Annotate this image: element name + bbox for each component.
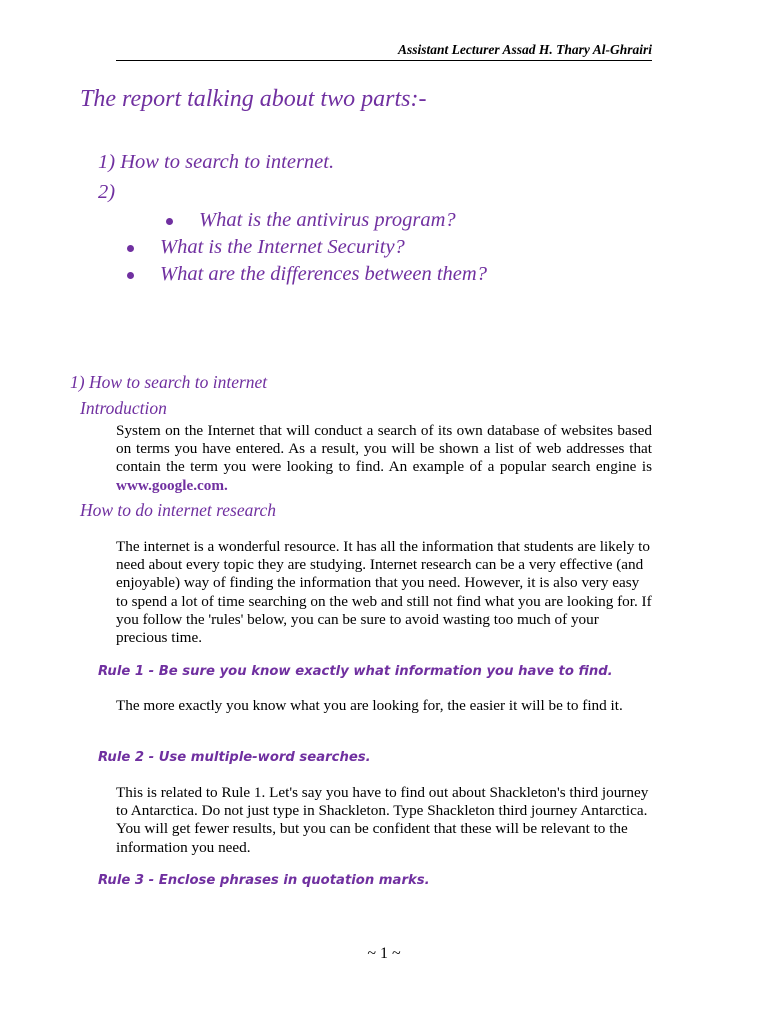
header-divider (116, 60, 652, 61)
rule-3-title: Rule 3 - Enclose phrases in quotation marks. (98, 873, 430, 888)
toc-bullet-item (166, 209, 456, 232)
toc-item-1: 1) How to search to internet. (98, 151, 335, 173)
toc-bullet-item (127, 236, 405, 259)
intro-paragraph (116, 422, 652, 495)
bullet-icon (127, 245, 134, 252)
rule-2-title: Rule 2 - Use multiple-word searches. (98, 750, 371, 765)
page-header: Assistant Lecturer Assad H. Thary Al-Ghrairi (397, 42, 652, 57)
page-number: ~ 1 ~ (367, 945, 401, 962)
subsection-heading-introduction: Introduction (80, 398, 167, 418)
rule-1-text: The more exactly you know what you are looking for, the easier it will be to find it. (116, 697, 623, 714)
google-link[interactable]: www.google.com. (116, 476, 228, 494)
research-paragraph: The internet is a wonderful resource. It has all the information that students are likely to need about every topic they are studying. Internet research can be a very effective (and enjoyable) way of finding the information that you need. However, it is also very easy to spend a lot of time searching on the web and still not find what you are looking for. If you follow the 'rules' below, you can be sure to avoid wasting too much of your precious time. (116, 538, 652, 647)
subsection-heading-research: How to do internet research (80, 500, 277, 520)
report-title: The report talking about two parts:- (80, 86, 427, 112)
toc-bullet-text: What is the antivirus program? (199, 209, 456, 231)
bullet-icon (127, 272, 134, 279)
intro-text: System on the Internet that will conduct a search of its own database of websites based on terms you have entered. As a result, you will be shown a list of web addresses that contain the term you were looking to find. An example of a popular search engine is (116, 422, 652, 476)
toc-bullet-item (127, 263, 487, 286)
toc-item-2: 2) (98, 181, 116, 203)
toc-bullet-text: What are the differences between them? (160, 263, 487, 285)
toc-bullet-text: What is the Internet Security? (160, 236, 405, 258)
section-heading: 1) How to search to internet (70, 372, 268, 392)
rule-1-title: Rule 1 - Be sure you know exactly what information you have to find. (98, 664, 613, 679)
rule-2-text: This is related to Rule 1. Let's say you have to find out about Shackleton's third journey to Antarctica. Do not just type in Shackleton. Type Shackleton third journey Antarctica. You will get fewer results, but you can be confident that these will be relevant to the information you need. (116, 784, 649, 856)
bullet-icon (166, 218, 173, 225)
